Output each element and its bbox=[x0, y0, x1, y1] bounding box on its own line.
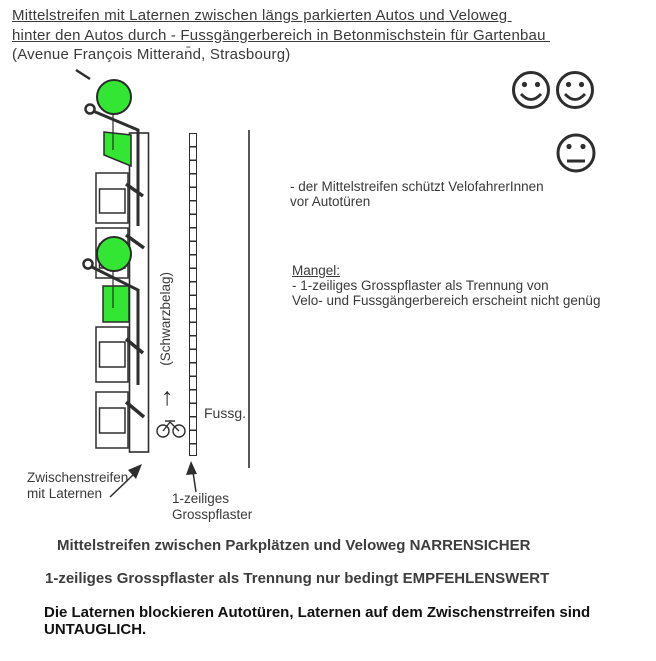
pedestrian-label: Fussg. bbox=[204, 405, 247, 421]
benefit-line2: vor Autotüren bbox=[290, 194, 371, 209]
verdict-line-3b: UNTAUGLICH. bbox=[44, 621, 147, 638]
planting-bed bbox=[104, 132, 131, 166]
smiley-happy-icon bbox=[514, 73, 549, 108]
parked-car-icon bbox=[96, 392, 128, 448]
verdict-line-2: 1-zeiliges Grosspflaster als Trennung nur bedingt EMPFEHLENSWERT bbox=[45, 570, 550, 587]
median-label bbox=[27, 470, 128, 501]
benefit-note bbox=[290, 179, 544, 209]
planting-bed bbox=[103, 286, 129, 322]
paving-label-line1: 1-zeiliges bbox=[172, 491, 230, 506]
surface-label: (Schwarzbelag) bbox=[158, 272, 173, 366]
page-title bbox=[12, 6, 550, 65]
defect-note bbox=[292, 263, 600, 308]
verdict-line-3 bbox=[44, 604, 590, 638]
parked-car-icon bbox=[96, 327, 128, 382]
smiley-happy-icon bbox=[558, 73, 593, 108]
cobble-strip bbox=[189, 133, 197, 456]
title-line-2: hinter den Autos durch - Fussgängerbereich in Betonmischstein für Gartenbau bbox=[12, 26, 550, 44]
benefit-line1: - der Mittelstreifen schützt VelofahrerInnen bbox=[290, 179, 544, 194]
title-line-1: Mittelstreifen mit Laternen zwischen längs parkierten Autos und Veloweg bbox=[12, 7, 512, 24]
defect-heading: Mangel: bbox=[292, 263, 341, 278]
defect-line1: - 1-zeiliges Grosspflaster als Trennung von bbox=[292, 278, 549, 293]
paving-label-line2: Grosspflaster bbox=[172, 506, 253, 522]
paving-callout-arrow bbox=[186, 461, 197, 492]
paving-label bbox=[172, 491, 252, 522]
median-label-line2: mit Laternen bbox=[27, 485, 103, 501]
title-line-3: (Avenue François Mitteran̄d, Strasbourg) bbox=[12, 46, 291, 63]
parked-car-icon bbox=[96, 173, 128, 223]
median-label-line1: Zwischenstreifen bbox=[27, 470, 129, 485]
smiley-neutral-icon bbox=[558, 135, 594, 171]
verdict-line-1: Mittelstreifen zwischen Parkplätzen und Veloweg NARRENSICHER bbox=[57, 537, 531, 554]
defect-line2: Velo- und Fussgängerbereich erscheint nicht genüg bbox=[292, 293, 601, 308]
verdict-line-3a: Die Laternen blockieren Autotüren, Laternen auf dem Zwischenstrreifen sind bbox=[44, 604, 591, 621]
bicycle-icon bbox=[157, 421, 185, 437]
up-arrow-icon: ↑ bbox=[161, 383, 174, 411]
